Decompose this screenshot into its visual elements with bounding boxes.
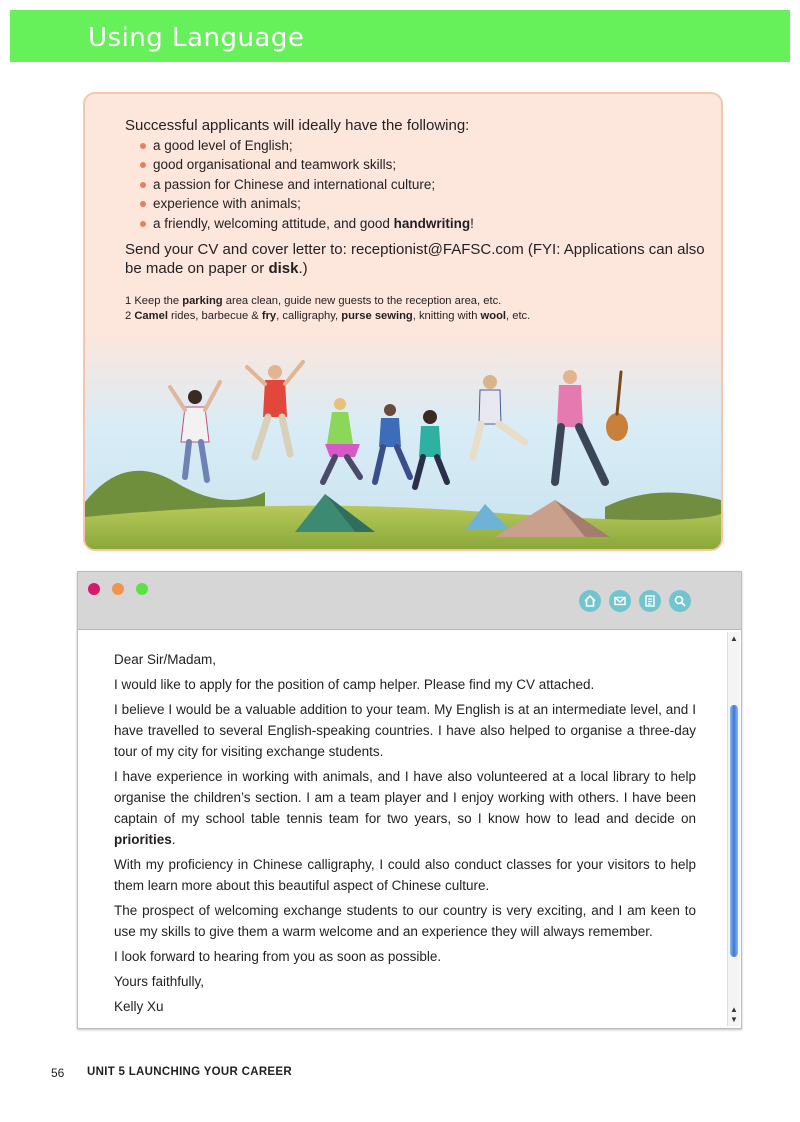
scroll-up-icon[interactable]: ▲ bbox=[730, 634, 738, 643]
advert-intro: Successful applicants will ideally have the following: bbox=[125, 117, 470, 134]
search-icon bbox=[673, 594, 687, 608]
email-window bbox=[77, 571, 742, 1029]
mail-icon bbox=[613, 594, 627, 608]
application-instructions: Send your CV and cover letter to: receptionist@FAFSC.com (FYI: Applications can also be made on paper or disk.) bbox=[125, 241, 705, 277]
document-icon bbox=[643, 594, 657, 608]
footnote-1: 1 Keep the parking area clean, guide new guests to the reception area, etc. bbox=[125, 295, 502, 307]
email-body bbox=[114, 649, 696, 1021]
list-item: good organisational and teamwork skills; bbox=[125, 155, 474, 174]
close-window-button[interactable] bbox=[88, 583, 100, 595]
list-item: experience with animals; bbox=[125, 194, 474, 213]
paragraph: I would like to apply for the position of camp helper. Please find my CV attached. bbox=[114, 677, 595, 692]
camp-photo bbox=[85, 332, 721, 549]
signature: Kelly Xu bbox=[114, 999, 164, 1014]
document-button[interactable] bbox=[639, 590, 661, 612]
scroll-down-icon[interactable]: ▼ bbox=[730, 1015, 738, 1024]
footnote-2: 2 Camel rides, barbecue & fry, calligraphy, purse sewing, knitting with wool, etc. bbox=[125, 309, 531, 322]
footnotes bbox=[125, 294, 530, 323]
job-advert bbox=[83, 92, 723, 551]
list-item: a passion for Chinese and international culture; bbox=[125, 175, 474, 194]
unit-title: UNIT 5 LAUNCHING YOUR CAREER bbox=[87, 1066, 292, 1078]
paragraph: I have experience in working with animals, and I have also volunteered at a local library to help organise the children’s section. I am a team player and I enjoy working with others. I have been captain of my school table tennis team for two years, so I know how to lead and decide on priorities. bbox=[114, 769, 696, 847]
minimize-window-button[interactable] bbox=[112, 583, 124, 595]
home-icon bbox=[583, 594, 597, 608]
maximize-window-button[interactable] bbox=[136, 583, 148, 595]
page-number: 56 bbox=[51, 1066, 65, 1080]
mail-button[interactable] bbox=[609, 590, 631, 612]
list-item: a good level of English; bbox=[125, 136, 474, 155]
closing: Yours faithfully, bbox=[114, 974, 205, 989]
greeting: Dear Sir/Madam, bbox=[114, 652, 217, 667]
paragraph: With my proficiency in Chinese calligraphy, I could also conduct classes for your visitors to help them learn more about this beautiful aspect of Chinese culture. bbox=[114, 857, 696, 893]
list-item: a friendly, welcoming attitude, and good handwriting! bbox=[125, 214, 474, 233]
paragraph: I believe I would be a valuable addition to your team. My English is at an intermediate level, and I have travelled to several English-speaking countries. I have also helped to organise a three-day tour of my city for visiting exchange students. bbox=[114, 702, 696, 759]
scroll-up-icon[interactable]: ▲ bbox=[730, 1005, 738, 1014]
window-toolbar bbox=[78, 572, 741, 630]
section-title: Using Language bbox=[88, 23, 305, 53]
scrollbar[interactable] bbox=[727, 632, 740, 1026]
header-banner bbox=[10, 10, 790, 62]
home-button[interactable] bbox=[579, 590, 601, 612]
search-button[interactable] bbox=[669, 590, 691, 612]
paragraph: The prospect of welcoming exchange students to our country is very exciting, and I am keen to use my skills to give them a warm welcome and an experience they will always remember. bbox=[114, 903, 696, 939]
requirements-list bbox=[125, 136, 474, 233]
scroll-thumb[interactable] bbox=[730, 705, 738, 957]
paragraph: I look forward to hearing from you as soon as possible. bbox=[114, 949, 442, 964]
